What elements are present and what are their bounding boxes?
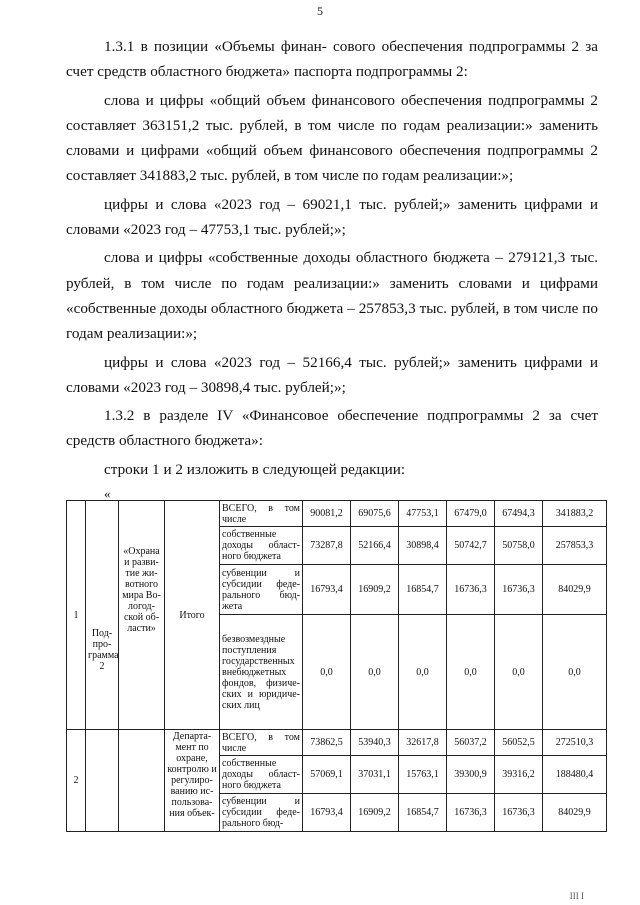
value-cell: 16854,7 [399,794,447,832]
value-cell: 90081,2 [303,501,351,527]
value-cell: 272510,3 [543,730,607,756]
value-cell: 39316,2 [495,756,543,794]
source-cell: субвенции и субсидии феде- рального бюд- жета [220,565,303,615]
source-cell: безвозмездные поступления государственных внебюджетных фондов, физиче- ских и юридиче- ских лиц [220,615,303,730]
value-cell: 73862,5 [303,730,351,756]
paragraph-2023-total: цифры и слова «2023 год – 69021,1 тыс. рублей;» заменить цифрами и словами «2023 год – 47753,1 тыс. рублей;»; [66,195,598,239]
value-cell: 15763,1 [399,756,447,794]
source-cell: ВСЕГО, в том числе [220,730,303,756]
value-cell: 50742,7 [447,527,495,565]
value-cell: 73287,8 [303,527,351,565]
source-cell: ВСЕГО, в том числе [220,501,303,527]
value-cell: 39300,9 [447,756,495,794]
value-cell: 47753,1 [399,501,447,527]
value-cell: 16909,2 [351,794,399,832]
value-cell: 56052,5 [495,730,543,756]
subprogram-name [119,501,165,730]
value-cell: 37031,1 [351,756,399,794]
value-cell: 57069,1 [303,756,351,794]
value-cell: 16793,4 [303,794,351,832]
table-row [67,501,607,527]
financing-table [66,500,607,832]
value-cell: 16736,3 [495,565,543,615]
executor-cell: Итого [165,501,220,730]
value-cell: 84029,9 [543,794,607,832]
value-cell: 16736,3 [447,565,495,615]
value-cell: 341883,2 [543,501,607,527]
value-cell: 67479,0 [447,501,495,527]
value-cell: 50758,0 [495,527,543,565]
value-cell: 30898,4 [399,527,447,565]
value-cell: 0,0 [303,615,351,730]
value-cell: 0,0 [495,615,543,730]
subprogram-name-empty [119,730,165,832]
value-cell: 16736,3 [447,794,495,832]
source-cell: субвенции и субсидии феде- рального бюд- [220,794,303,832]
opening-quote: « [104,486,111,501]
value-cell: 0,0 [447,615,495,730]
value-cell: 67494,3 [495,501,543,527]
value-cell: 69075,6 [351,501,399,527]
paragraph-total-volume: слова и цифры «общий объем финансового обеспечения подпрограммы 2 составляет 363151,2 тыс. рублей, в том числе по годам реализации:» заменить словами и цифрами «общий объем финансового обеспечения подпрограммы 2 составляет 341883,2 тыс. рублей, в том числе по годам реализации:»; [66,91,598,185]
value-cell: 16909,2 [351,565,399,615]
footer-mark: III I [569,891,584,901]
value-cell: 0,0 [399,615,447,730]
subprogram-cell-empty [86,730,119,832]
value-cell: 188480,4 [543,756,607,794]
value-cell: 52166,4 [351,527,399,565]
value-cell: 16736,3 [495,794,543,832]
paragraph-own-revenue: слова и цифры «собственные доходы областного бюджета – 279121,3 тыс. рублей, в том числе по годам реализации:» заменить словами и цифрами «собственные доходы областного бюджета – 257853,3 тыс. рублей, в том числе по годам реализации:»; [66,249,598,343]
value-cell: 257853,3 [543,527,607,565]
row-number: 1 [67,501,86,730]
source-cell: собственные доходы област- ного бюджета [220,756,303,794]
document-body [66,34,598,482]
value-cell: 84029,9 [543,565,607,615]
value-cell: 0,0 [351,615,399,730]
subprogram-label: Под- про- грамма 2 [88,628,119,672]
paragraph-1-3-2: 1.3.2 в разделе IV «Финансовое обеспечение подпрограммы 2 за счет средств областного бюджета»: [66,407,598,450]
value-cell: 16793,4 [303,565,351,615]
executor-cell: Департа- мент по охране, контролю и регулиро- ванию ис- пользова- ния объек- [165,730,220,832]
subprogram-name-text: «Охрана и разви- тие жи- вотного мира Во- логод- ской об- ласти» [122,546,161,634]
paragraph-2023-own-revenue: цифры и слова «2023 год – 52166,4 тыс. рублей;» заменить цифрами и словами «2023 год – 30898,4 тыс. рублей;»; [66,353,598,396]
value-cell: 16854,7 [399,565,447,615]
table-row [67,730,607,756]
source-cell: собственные доходы област- ного бюджета [220,527,303,565]
row-number: 2 [67,730,86,832]
value-cell: 0,0 [543,615,607,730]
page-number: 5 [317,4,323,18]
value-cell: 53940,3 [351,730,399,756]
subprogram-cell [86,501,119,730]
value-cell: 32617,8 [399,730,447,756]
paragraph-rows-statement: строки 1 и 2 изложить в следующей редакции: [104,460,406,478]
value-cell: 56037,2 [447,730,495,756]
paragraph-1-3-1: 1.3.1 в позиции «Объемы финан- сового обеспечения подпрограммы 2 за счет средств областного бюджета» паспорта подпрограммы 2: [66,38,598,81]
